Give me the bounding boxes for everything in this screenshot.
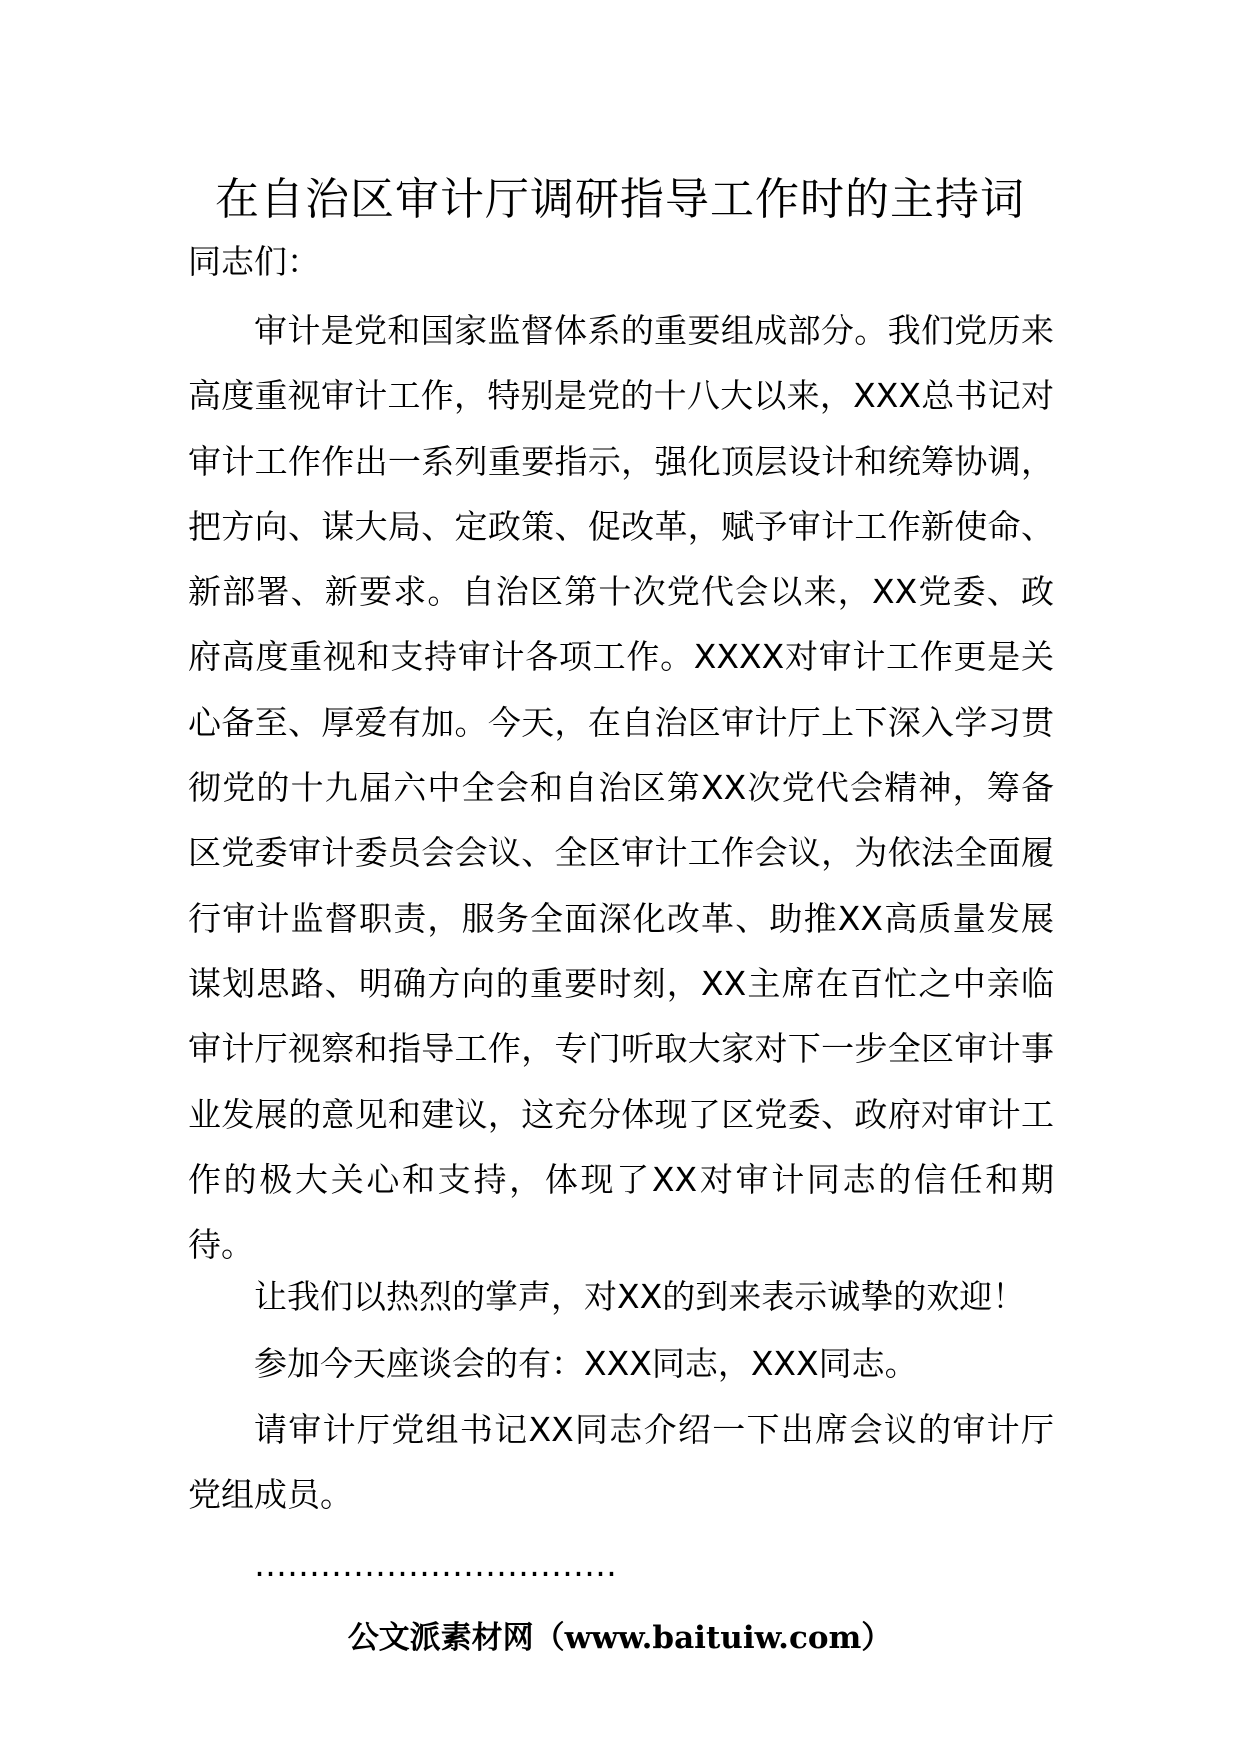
paragraph-welcome: 让我们以热烈的掌声，对XX的到来表示诚挚的欢迎！ — [254, 1277, 1026, 1316]
paragraph-introduction-request: 请审计厅党组书记XX同志介绍一下出席会议的审计厅党组成员。 — [188, 1410, 1054, 1515]
document-title: 在自治区审计厅调研指导工作时的主持词 — [215, 174, 1025, 225]
source-footer: 公文派素材网（www.baituiw.com） — [347, 1620, 893, 1656]
ellipsis-line: …………………………… — [254, 1545, 617, 1584]
paragraph-intro: 审计是党和国家监督体系的重要组成部分。我们党历来高度重视审计工作，特别是党的十八大以来，XXX总书记对审计工作作出一系列重要指示，强化顶层设计和统筹协调，把方向、谋大局、定政策、促改革，赋予审计工作新使命、新部署、新要求。自治区第十次党代会以来，XX党委、政府高度重视和支持审计各项工作。XXXX对审计工作更是关心备至、厚爱有加。今天，在自治区审计厅上下深入学习贯彻党的十九届六中全会和自治区第XX次党代会精神，筹备区党委审计委员会会议、全区审计工作会议，为依法全面履行审计监督职责，服务全面深化改革、助推XX高质量发展谋划思路、明确方向的重要时刻，XX主席在百忙之中亲临审计厅视察和指导工作，专门听取大家对下一步全区审计事业发展的意见和建议，这充分体现了区党委、政府对审计工作的极大关心和支持，体现了XX对审计同志的信任和期待。 — [188, 311, 1054, 1265]
paragraph-attendees: 参加今天座谈会的有：XXX同志，XXX同志。 — [254, 1344, 918, 1383]
salutation: 同志们： — [188, 242, 320, 281]
